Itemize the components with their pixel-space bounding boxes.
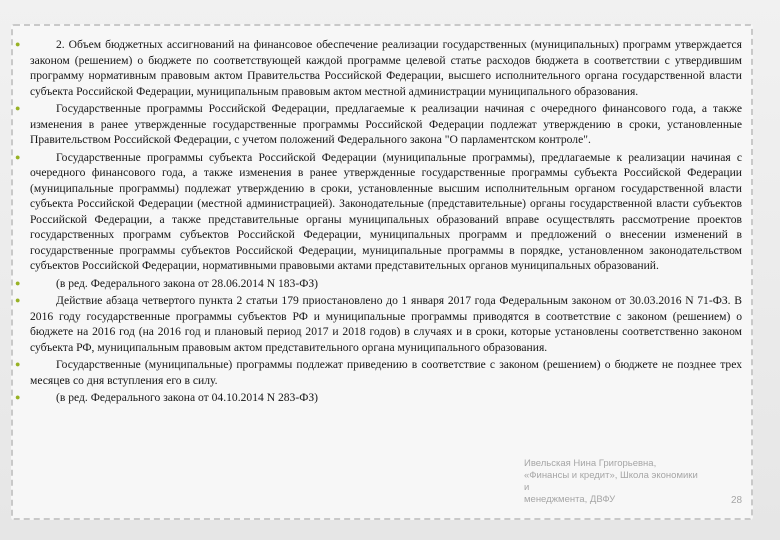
bullet-icon: ● [15,277,21,288]
paragraph-text: (в ред. Федерального закона от 04.10.2014 N 283-ФЗ) [56,391,319,404]
text-body [15,37,742,408]
footer-author-credit: Ивельская Нина Григорьевна, «Финансы и кредит», Школа экономики и менеджмента, ДВФУ [524,458,698,505]
paragraph-text: Государственные (муниципальные) программы подлежат приведению в соответствие с законом (решением) о бюджете не позднее трех месяцев со дня вступления его в силу. [30,358,742,387]
paragraph-regional-programs [15,150,742,274]
paragraph-text: 2. Объем бюджетных ассигнований на финансовое обеспечение реализации государственных (муниципальных) программ утверждается законом (решением) о бюджете по соответствующей каждой программе целевой статье расходов бюджета в соответствии с утвердившим программу нормативным правовым актом Правительства Российской Федерации, высшего исполнительного органа государственной власти субъекта Российской Федерации, муниципальным правовым актом местной администрации муниципального образования. [30,38,742,98]
paragraph-text: Государственные программы субъекта Российской Федерации (муниципальные программы), предлагаемые к реализации начиная с очередного финансового года, а также изменения в ранее утвержденные государственные программы субъекта Российской Федерации (муниципальные программы) подлежат утверждению в сроки, установленные высшим исполнительным органом государственной власти субъекта Российской Федерации (местной администрацией). Законодательные (представительные) органы государственной власти субъектов Российской Федерации, а также представительные органы муниципальных образований вправе осуществлять рассмотрение проектов государственных программ субъектов Российской Федерации, муниципальных программ и предложений о внесении изменений в государственные программы субъектов Российской Федерации, муниципальные программы в порядке, установленном законодательством субъектов Российской Федерации, нормативными правовыми актами представительных органов муниципальных образований. [30,150,742,272]
bullet-icon: ● [15,103,21,113]
paragraph-suspension-note [15,293,742,355]
paragraph-alignment-deadline [15,357,742,388]
bullet-icon: ● [15,39,21,49]
bullet-icon: ● [15,359,21,369]
paragraph-budget-allocations [15,37,742,99]
paragraph-amendment-283 [15,390,742,406]
paragraph-text: Действие абзаца четвертого пункта 2 статьи 179 приостановлено до 1 января 2017 года Федеральным законом от 30.03.2016 N 71-ФЗ. В 2016 году государственные программы субъектов РФ и муниципальные программы приводятся в соответствие с законом (решением) о бюджете на 2016 год (на 2016 год и плановый период 2017 и 2018 годов) в случаях и в сроки, которые установлены соответственно законом субъекта РФ, муниципальным правовым актом представительного органа муниципального образования. [30,294,742,354]
bullet-icon: ● [15,151,21,162]
slide-number: 28 [731,495,743,506]
paragraph-text: Государственные программы Российской Федерации, предлагаемые к реализации начиная с очередного финансового года, а также изменения в ранее утвержденные государственные программы Российской Федерации подлежат утверждению в сроки, установленные Правительством Российской Федерации, с учетом положений Федерального закона "О парламентском контроле". [30,102,742,146]
paragraph-amendment-183 [15,276,742,292]
bullet-icon: ● [15,392,21,402]
paragraph-text: (в ред. Федерального закона от 28.06.2014 N 183-ФЗ) [56,276,319,290]
bullet-icon: ● [15,295,21,305]
paragraph-federal-programs [15,101,742,148]
